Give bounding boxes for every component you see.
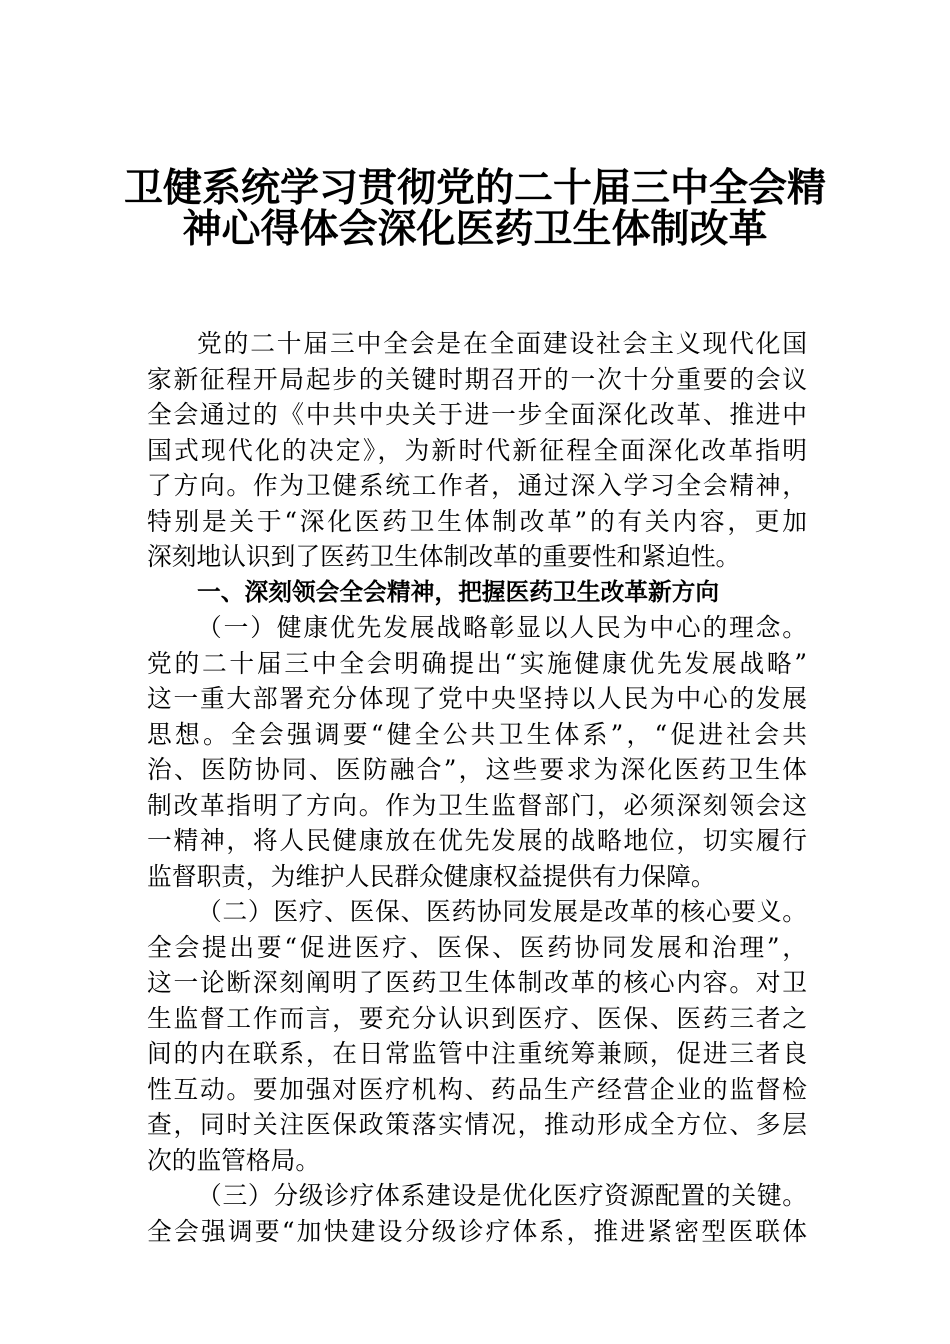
paragraph-line: 全会提出要“促进医疗、医保、医药协同发展和治理”， xyxy=(147,932,807,962)
paragraph-line: 监督职责，为维护人民群众健康权益提供有力保障。 xyxy=(147,861,716,891)
section-heading: 一、深刻领会全会精神，把握医药卫生改革新方向 xyxy=(197,577,720,606)
paragraph-line: 间的内在联系，在日常监管中注重统筹兼顾，促进三者良 xyxy=(147,1039,807,1068)
paragraph-line: 深刻地认识到了医药卫生体制改革的重要性和紧迫性。 xyxy=(147,542,741,571)
paragraph-line: 性互动。要加强对医疗机构、药品生产经营企业的监督检 xyxy=(147,1074,807,1104)
paragraph-line: 党的二十届三中全会是在全面建设社会主义现代化国 xyxy=(197,329,807,358)
paragraph-line: 思想。全会强调要“健全公共卫生体系”，“促进社会共 xyxy=(147,719,807,749)
paragraph-line: 国式现代化的决定》，为新时代新征程全面深化改革指明 xyxy=(147,435,807,465)
paragraph-line: 治、医防协同、医防融合”，这些要求为深化医药卫生体 xyxy=(147,755,807,784)
paragraph-line: 生监督工作而言，要充分认识到医疗、医保、医药三者之 xyxy=(147,1003,807,1033)
paragraph-line: 查，同时关注医保政策落实情况，推动形成全方位、多层 xyxy=(147,1110,807,1139)
paragraph-line: 党的二十届三中全会明确提出“实施健康优先发展战略” xyxy=(147,648,807,678)
paragraph-line: （三）分级诊疗体系建设是优化医疗资源配置的关键。 xyxy=(197,1181,807,1210)
paragraph-line: 这一重大部署充分体现了党中央坚持以人民为中心的发展 xyxy=(147,684,807,713)
paragraph-line: 全会通过的《中共中央关于进一步全面深化改革、推进中 xyxy=(147,400,807,429)
paragraph-line: 制改革指明了方向。作为卫生监督部门，必须深刻领会这 xyxy=(147,790,807,820)
paragraph-line: 一精神，将人民健康放在优先发展的战略地位，切实履行 xyxy=(147,826,807,855)
document-title-line-2: 神心得体会深化医药卫生体制改革 xyxy=(182,206,768,252)
paragraph-line: 次的监管格局。 xyxy=(147,1145,321,1175)
paragraph-line: 全会强调要“加快建设分级诊疗体系，推进紧密型医联体 xyxy=(147,1216,807,1246)
document-title-line-1: 卫健系统学习贯彻党的二十届三中全会精 xyxy=(123,165,826,211)
paragraph-line: 了方向。作为卫健系统工作者，通过深入学习全会精神， xyxy=(147,471,807,500)
paragraph-line: （二）医疗、医保、医药协同发展是改革的核心要义。 xyxy=(197,897,807,926)
paragraph-line: （一）健康优先发展战略彰显以人民为中心的理念。 xyxy=(197,613,807,642)
paragraph-line: 这一论断深刻阐明了医药卫生体制改革的核心内容。对卫 xyxy=(147,968,807,997)
paragraph-line: 特别是关于“深化医药卫生体制改革”的有关内容，更加 xyxy=(147,506,807,536)
document-body xyxy=(147,326,807,1249)
paragraph-line: 家新征程开局起步的关键时期召开的一次十分重要的会议 xyxy=(147,364,807,394)
